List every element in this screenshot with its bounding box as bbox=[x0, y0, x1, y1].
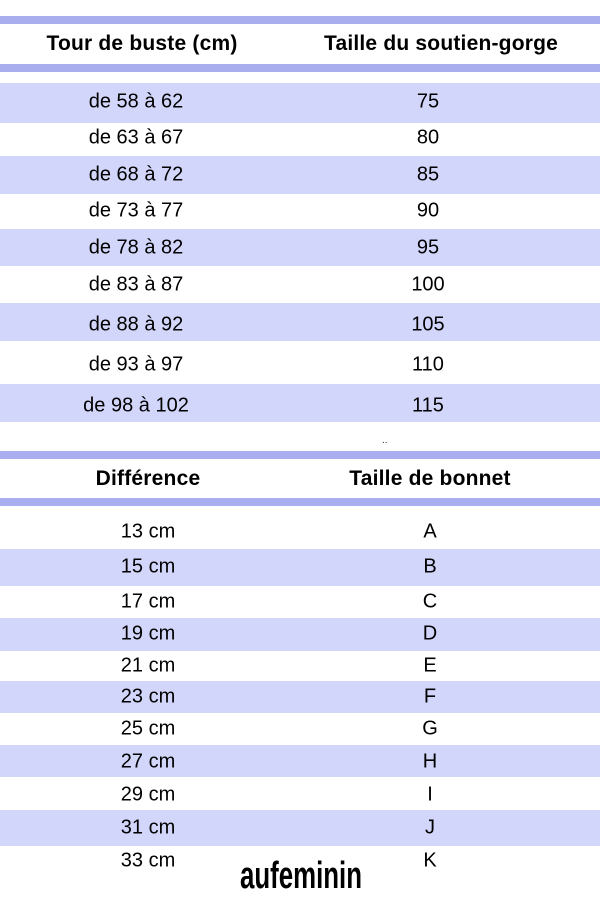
band-size-cell: 85 bbox=[416, 163, 440, 186]
cup-size-cell: D bbox=[422, 622, 438, 645]
table1-header bbox=[0, 26, 600, 62]
band-size-cell: 95 bbox=[416, 236, 440, 259]
difference-cell: 23 cm bbox=[120, 685, 176, 708]
cup-size-cell: C bbox=[422, 590, 438, 613]
cup-size-cell: K bbox=[423, 849, 437, 872]
bust-range-cell: de 98 à 102 bbox=[83, 394, 189, 417]
band-size-cell: 115 bbox=[412, 394, 444, 417]
band-size-cell: 105 bbox=[411, 313, 445, 336]
band-size-cell: 75 bbox=[416, 90, 440, 113]
table2-header-col1: Différence bbox=[95, 467, 201, 490]
cup-size-cell: G bbox=[422, 717, 438, 740]
difference-cell: 13 cm bbox=[120, 520, 176, 543]
table2-top-divider bbox=[0, 451, 600, 459]
aufeminin-logo bbox=[236, 848, 366, 898]
difference-cell: 17 cm bbox=[120, 590, 176, 613]
difference-cell: 27 cm bbox=[120, 750, 176, 773]
bust-range-cell: de 68 à 72 bbox=[88, 163, 184, 186]
band-size-cell: 90 bbox=[416, 199, 440, 222]
logo-wordmark: aufeminin bbox=[240, 855, 362, 897]
separator-mark: .. bbox=[382, 435, 388, 446]
band-size-cell: 100 bbox=[411, 273, 445, 296]
difference-cell: 29 cm bbox=[120, 783, 176, 806]
bust-range-cell: de 88 à 92 bbox=[88, 313, 184, 336]
difference-cell: 25 cm bbox=[120, 717, 176, 740]
bust-range-cell: de 93 à 97 bbox=[88, 353, 184, 376]
bust-range-cell: de 73 à 77 bbox=[88, 199, 184, 222]
cup-size-cell: F bbox=[423, 685, 437, 708]
table1-header-col2: Taille du soutien-gorge bbox=[323, 32, 559, 55]
band-size-cell: 110 bbox=[412, 353, 444, 376]
difference-cell: 15 cm bbox=[120, 555, 176, 578]
table2-header-col2: Taille de bonnet bbox=[349, 467, 511, 490]
bust-range-cell: de 58 à 62 bbox=[88, 90, 184, 113]
cup-size-cell: B bbox=[423, 555, 437, 578]
table2-header-divider bbox=[0, 498, 600, 506]
cup-size-cell: H bbox=[422, 750, 438, 773]
bust-range-cell: de 78 à 82 bbox=[88, 236, 184, 259]
table1-header-col1: Tour de buste (cm) bbox=[46, 32, 238, 55]
difference-cell: 21 cm bbox=[120, 654, 176, 677]
cup-size-cell: A bbox=[423, 520, 437, 543]
bust-range-cell: de 83 à 87 bbox=[88, 273, 184, 296]
difference-cell: 31 cm bbox=[120, 816, 176, 839]
top-divider bbox=[0, 16, 600, 24]
cup-size-cell: I bbox=[427, 783, 433, 806]
difference-cell: 19 cm bbox=[120, 622, 176, 645]
table1-header-divider bbox=[0, 64, 600, 72]
cup-size-cell: E bbox=[423, 654, 437, 677]
difference-cell: 33 cm bbox=[120, 849, 176, 872]
cup-size-cell: J bbox=[425, 816, 435, 839]
table2-header bbox=[0, 461, 600, 497]
band-size-cell: 80 bbox=[416, 126, 440, 149]
bust-range-cell: de 63 à 67 bbox=[88, 126, 184, 149]
